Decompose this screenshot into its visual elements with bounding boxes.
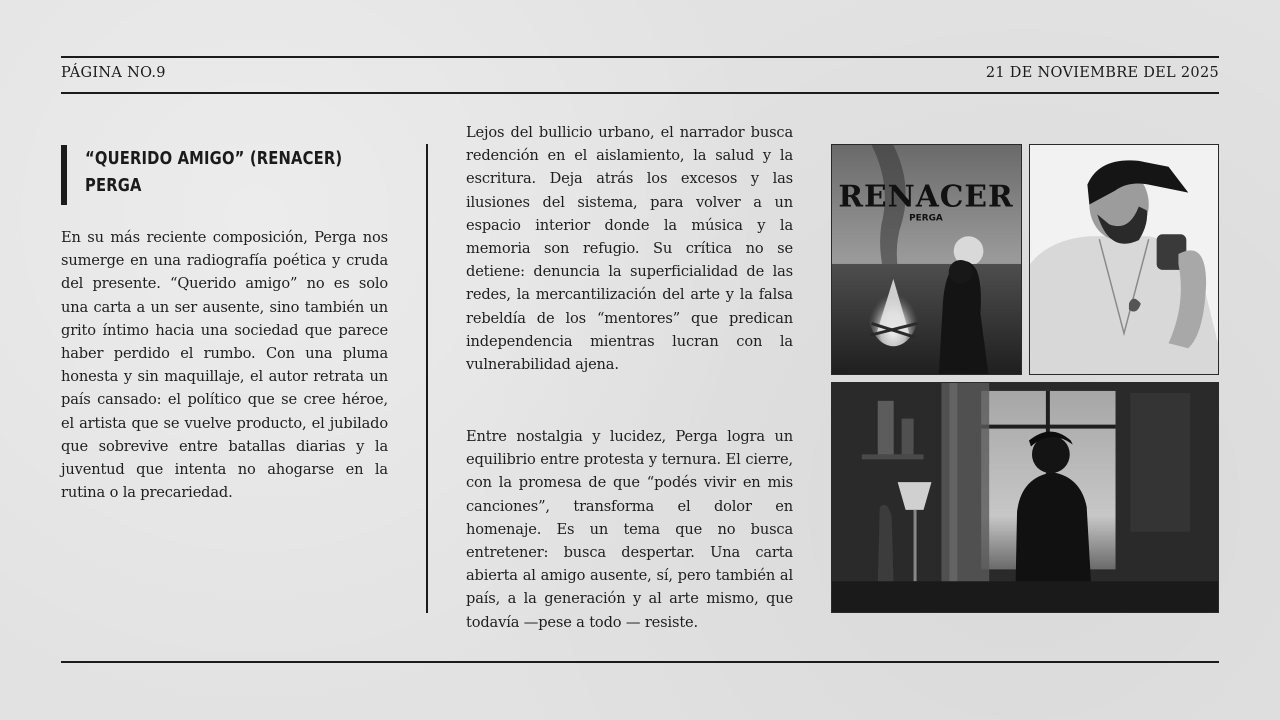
article-column-2-paragraph-2 — [466, 425, 793, 634]
article-column-1 — [61, 226, 388, 504]
window-scene-illustration — [832, 383, 1218, 612]
column-1-paragraph: En su más reciente composición, Perga nos sumerge en una radiografía poética y cruda del presente. “Querido amigo” no es solo una carta a un ser ausente, sino también un grito íntimo hacia una sociedad que parece haber perdido el rumbo. Con una pluma honesta y sin maquillaje, el autor retrata un país cansado: el político que se cree héroe, el artista que se vuelve producto, el jubilado que sobrevive entre batallas diarias y la juventud que intenta no ahogarse en la rutina o la precariedad. — [61, 229, 388, 502]
header-bottom-rule — [61, 92, 1219, 94]
cover-title-text: RENACER — [838, 179, 1014, 215]
page-number: PÁGINA NO.9 — [61, 65, 166, 81]
cover-artist-text: PERGA — [909, 213, 943, 224]
artist-portrait-illustration — [1030, 145, 1218, 374]
column-2-paragraph-1: Lejos del bullicio urbano, el narrador busca redención en el aislamiento, la salud y la escritura. Deja atrás los excesos y las ilusiones del sistema, para volver a un espacio interior donde la música y la memoria son refugio. Su crítica no se detiene: denuncia la superficialidad de las redes, la mercantilización del arte y la falsa rebeldía de los “mentores” que predican independencia mientras lucran con la vulnerabilidad ajena. — [466, 124, 793, 374]
window-scene-image — [831, 382, 1219, 613]
album-cover-image — [831, 144, 1022, 375]
publication-date: 21 DE NOVIEMBRE DEL 2025 — [985, 65, 1219, 81]
column-divider — [426, 144, 428, 613]
album-cover-illustration — [832, 145, 1021, 374]
artist-portrait-image — [1029, 144, 1219, 375]
column-2-paragraph-2: Entre nostalgia y lucidez, Perga logra un equilibrio entre protesta y ternura. El cierre, con la promesa de que “podés vivir en mis canciones”, transforma el dolor en homenaje. Es un tema que no busca entretener: busca despertar. Una carta abierta al amigo ausente, sí, pero también al país, a la generación y al arte mismo, que todavía —pese a todo — resiste. — [466, 428, 793, 631]
article-column-2-paragraph-1 — [466, 121, 793, 376]
article-title-block — [61, 145, 399, 205]
footer-rule — [61, 661, 1219, 663]
article-artist: PERGA — [85, 175, 142, 196]
article-title: “QUERIDO AMIGO” (RENACER) — [85, 148, 343, 169]
header-top-rule — [61, 56, 1219, 58]
